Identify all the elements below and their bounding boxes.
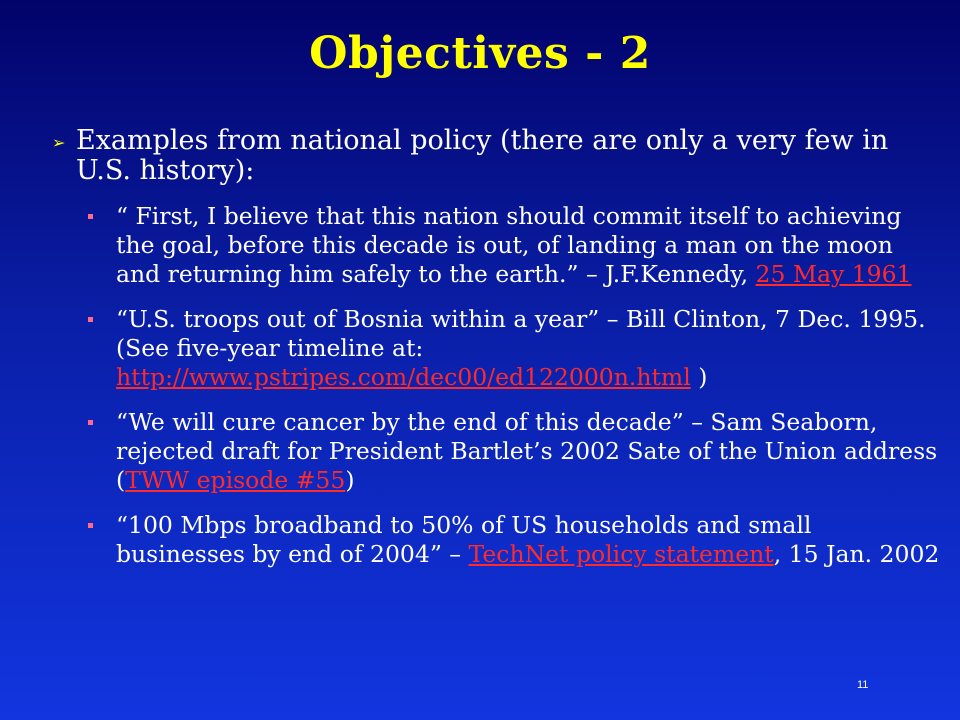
sub-bullet-clinton	[88, 305, 942, 392]
seaborn-closing-text: )	[345, 466, 355, 494]
sub-bullet-kennedy	[88, 202, 942, 289]
kennedy-date-link[interactable]: 25 May 1961	[755, 260, 912, 288]
seaborn-quote-text: “We will cure cancer by the end of this decade” – Sam Seaborn, rejected draft for President Bartlet’s 2002 Sate of the Union address (	[116, 408, 938, 494]
main-bullet-text: Examples from national policy (there are only a very few in U.S. history):	[76, 125, 889, 186]
clinton-quote-text: “U.S. troops out of Bosnia within a year” – Bill Clinton, 7 Dec. 1995. (See five-year timeline at:	[116, 305, 926, 362]
slide-number: 11	[857, 679, 869, 691]
sub-bullet-technet	[88, 511, 942, 569]
slide-content	[52, 126, 942, 569]
clinton-closing-text: )	[690, 363, 708, 391]
tww-episode-link[interactable]: TWW episode #55	[125, 466, 346, 494]
square-bullet-icon	[88, 214, 93, 219]
pstripes-timeline-link[interactable]: http://www.pstripes.com/dec00/ed122000n.html	[116, 363, 691, 391]
square-bullet-icon	[88, 317, 93, 322]
technet-policy-link[interactable]: TechNet policy statement	[468, 540, 774, 568]
slide-title: Objectives - 2	[309, 28, 651, 79]
square-bullet-icon	[88, 523, 93, 528]
square-bullet-icon	[88, 420, 93, 425]
main-bullet	[52, 126, 942, 186]
sub-bullet-seaborn	[88, 408, 942, 495]
technet-date-text: , 15 Jan. 2002	[773, 540, 940, 568]
technet-quote-text: “100 Mbps broadband to 50% of US households and small businesses by end of 2004” –	[116, 511, 812, 568]
kennedy-quote-text: “ First, I believe that this nation should commit itself to achieving the goal, before this decade is out, of landing a man on the moon and returning him safely to the earth.” – J.F.Kennedy,	[116, 202, 902, 288]
arrow-bullet-icon: ➢	[52, 133, 66, 152]
